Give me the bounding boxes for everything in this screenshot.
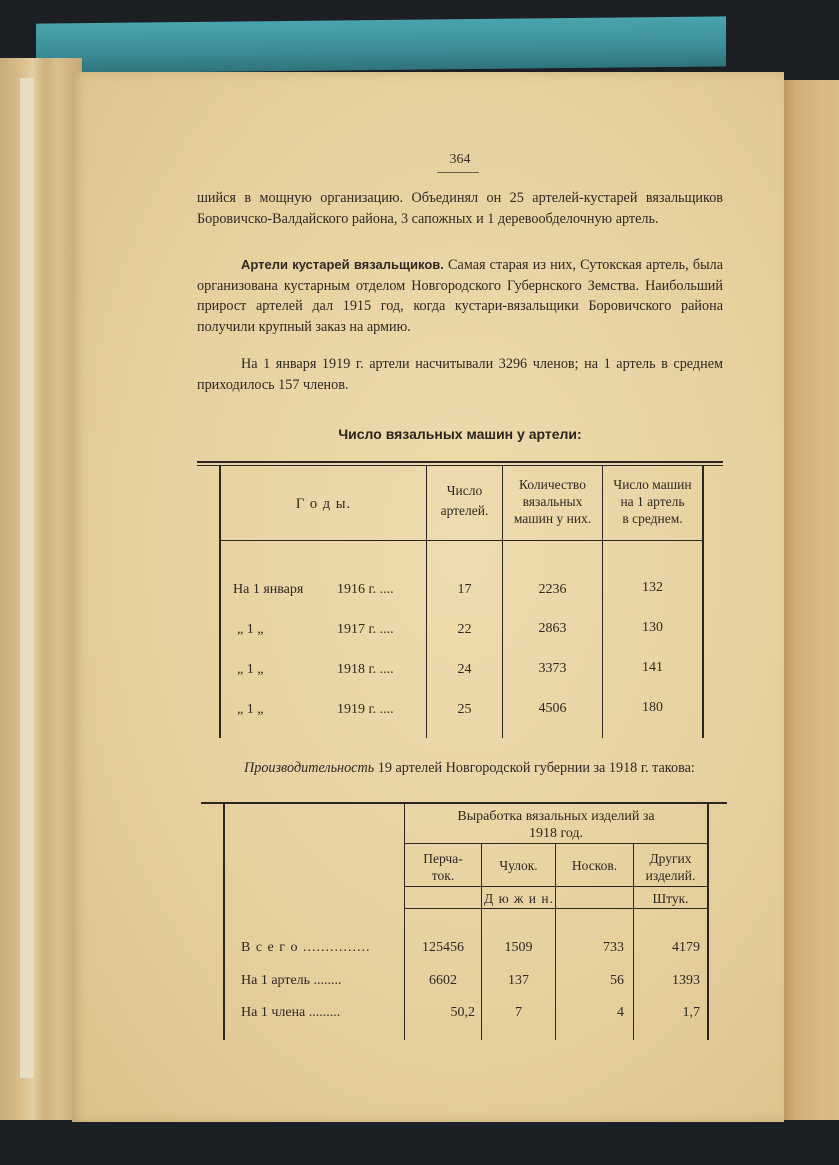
table-1-row-3-label-a: „ 1 „	[237, 662, 264, 677]
table-1-row-4-artels: 25	[457, 702, 472, 717]
table-2-row-1-stockings: 1509	[504, 940, 533, 955]
page-number-rule	[437, 172, 479, 173]
header-per-artel-line-1: Число машин	[613, 477, 692, 492]
table-2-right-border	[707, 804, 709, 1040]
table-2-row-3-stockings: 7	[515, 1005, 522, 1020]
table-1-row-1-machines: 2236	[538, 582, 567, 597]
table-1-row-1-artels: 17	[457, 582, 472, 597]
table-2-header-rule-3	[405, 908, 708, 909]
table-1	[197, 456, 723, 736]
table-1-row-2-machines: 2863	[538, 621, 567, 636]
header-artels-line-1: Число	[446, 483, 483, 498]
table-1-row-4-label-a: „ 1 „	[237, 702, 264, 717]
table-1-row-2-per-artel: 130	[642, 620, 663, 635]
header-stockings: Чулок.	[499, 858, 538, 873]
table-1-row-2-artels: 22	[457, 622, 472, 637]
run-in-heading: Артели кустарей вязальщиков.	[241, 257, 444, 272]
page-number: 364	[449, 152, 471, 167]
table-2-row-1-other: 4179	[672, 940, 700, 955]
header-per-artel-line-3: в среднем.	[622, 511, 683, 526]
page-edge	[20, 78, 34, 1078]
table-2-row-1-label: В с е г о ...............	[241, 940, 371, 955]
table-2-row-3-other: 1,7	[682, 1005, 700, 1020]
table-1-row-4-per-artel: 180	[642, 700, 663, 715]
table-2-header-rule-1	[405, 843, 708, 844]
header-per-artel	[603, 476, 702, 527]
table-2-row-2-other: 1393	[672, 973, 700, 988]
table-2-header-top	[405, 808, 707, 842]
header-per-artel-line-2: на 1 артель	[620, 494, 685, 509]
unit-pieces: Штук.	[652, 891, 689, 906]
table-1-row-3-machines: 3373	[538, 661, 567, 676]
header-machines-line-1: Количество	[519, 477, 586, 492]
table-1-row-1-label-b: 1916 г. ....	[337, 582, 394, 597]
table-2-header-rule-2	[405, 886, 708, 887]
header-artels	[427, 482, 502, 519]
table-1-row-4-machines: 4506	[538, 701, 567, 716]
table-2-row-2-gloves: 6602	[429, 973, 457, 988]
header-gloves-line-2: ток.	[431, 868, 455, 883]
table-2-row-2-socks: 56	[610, 973, 624, 988]
table-1-row-2-label-b: 1917 г. ....	[337, 622, 394, 637]
unit-dozens: Д ю ж и н.	[484, 891, 554, 906]
header-machines-line-3: машин у них.	[513, 511, 592, 526]
table-1-row-3-label-b: 1918 г. ....	[337, 662, 394, 677]
table-2-header-top-line-1: Выработка вязальных изделий за	[457, 809, 655, 824]
page-stack-left	[0, 58, 82, 1120]
table-2-header-top-line-2: 1918 год.	[528, 826, 584, 841]
table-2-row-1-gloves: 125456	[422, 940, 464, 955]
table-1-row-4-label-b: 1919 г. ....	[337, 702, 394, 717]
header-other-line-1: Других	[649, 851, 692, 866]
header-artels-line-2: артелей.	[440, 503, 489, 518]
paragraph-3-text: На 1 января 1919 г. артели насчитывали 3296 членов; на 1 артель в среднем приходилось 157 членов.	[197, 356, 723, 393]
book-cover-edge	[36, 16, 726, 73]
table-1-row-1-label-a: На 1 января	[233, 582, 304, 597]
paragraph-3	[197, 354, 723, 395]
header-gloves-line-1: Перча-	[423, 851, 463, 866]
header-machines	[503, 476, 602, 527]
header-machines-line-2: вязальных	[522, 494, 583, 509]
table-1-right-border	[702, 466, 704, 738]
table-1-top-rule-thin	[197, 465, 723, 466]
paragraph-2	[197, 255, 723, 337]
header-other-line-2: изделий.	[645, 868, 696, 883]
header-other	[634, 850, 707, 884]
table-2-row-3-gloves: 50,2	[450, 1005, 475, 1020]
header-gloves	[405, 850, 481, 884]
table-2-row-1-socks: 733	[603, 940, 624, 955]
table-2-row-2-label: На 1 артель ........	[241, 973, 342, 988]
table-2-top-rule	[201, 802, 727, 804]
header-years: Г о д ы.	[295, 496, 352, 512]
table-1-title: Число вязальных машин у артели:	[338, 426, 582, 442]
table-1-top-rule	[197, 461, 723, 463]
productivity-heading: Производительность	[244, 760, 375, 776]
page-stack-right	[780, 80, 839, 1120]
table-1-row-2-label-a: „ 1 „	[237, 622, 264, 637]
paragraph-4-text: 19 артелей Новгородской губернии за 1918 г. такова:	[374, 760, 695, 776]
paragraph-2-text: Самая старая из них, Сутокская артель, была организована кустарным отделом Новгородского Губернского Земства. Наибольший прирост артелей дал 1915 год, когда кустари-вязальщики Боровичского района получили крупный заказ на армию.	[197, 257, 723, 335]
table-1-header-rule	[219, 540, 704, 541]
table-1-row-3-per-artel: 141	[642, 660, 663, 675]
table-2-row-3-socks: 4	[617, 1005, 624, 1020]
table-1-row-1-per-artel: 132	[642, 580, 663, 595]
paragraph-1	[197, 188, 723, 229]
table-2-left-border	[223, 804, 225, 1040]
table-2-row-3-label: На 1 члена .........	[241, 1005, 341, 1020]
paragraph-4	[200, 758, 726, 779]
table-2-row-2-stockings: 137	[508, 973, 529, 988]
paragraph-1-text: шийся в мощную организацию. Объединял он 25 артелей-кустарей вязальщиков Боровичско-Валдайского района, 3 сапожных и 1 деревообделочную артель.	[197, 190, 723, 227]
table-2	[197, 800, 727, 1045]
table-1-row-3-artels: 24	[457, 662, 472, 677]
header-socks: Носков.	[571, 858, 618, 873]
